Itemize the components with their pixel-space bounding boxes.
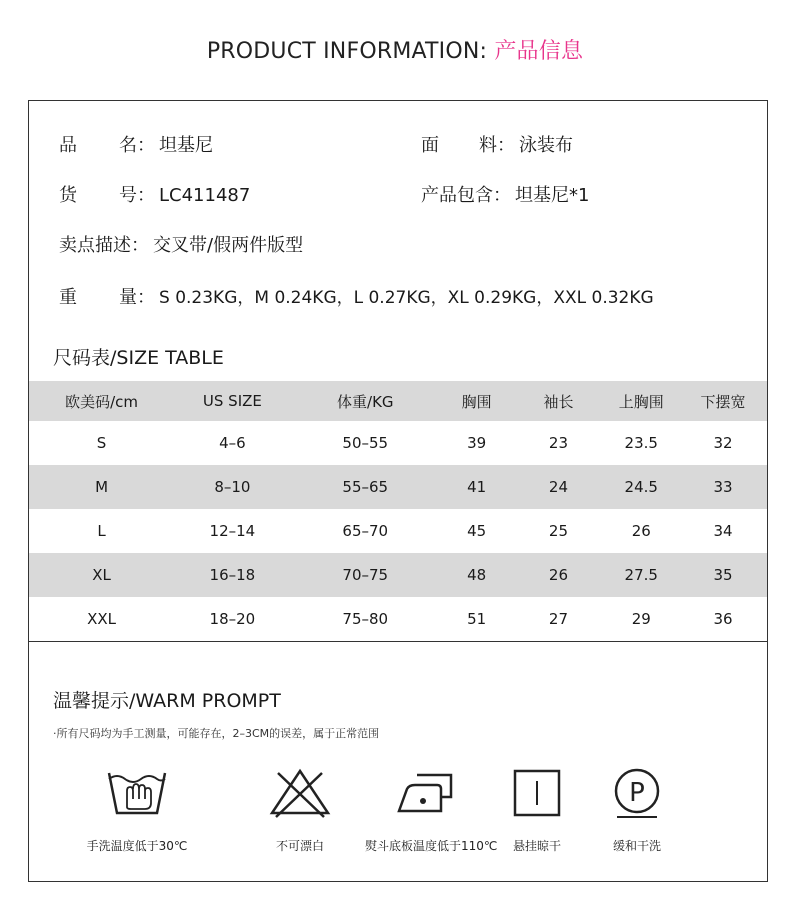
feature-value: 交叉带/假两件版型 [153,235,304,256]
table-cell: 34 [713,522,733,540]
page-title [0,34,790,65]
dry-clean-p-icon [605,767,669,819]
fabric-row [421,131,573,157]
colon: ： [137,135,155,156]
col-bust: 胸围 [461,392,492,411]
col-eu-size: 欧美码/cm [65,392,139,411]
fabric-value: 泳装布 [519,135,573,156]
table-cell: 23 [548,434,568,452]
iron-low-icon [393,767,457,819]
care-label: 熨斗底板温度低于110℃ [365,839,498,853]
hand-wash-icon [105,767,169,819]
table-cell: 75–80 [342,610,389,628]
warm-prompt-heading: 温馨提示/WARM PROMPT [53,690,281,712]
table-cell: 26 [631,522,651,540]
no-bleach-icon [268,767,332,819]
table-row [29,597,767,641]
table-cell: 29 [631,610,651,628]
label-char: 重 [59,287,77,308]
label-char: 货 [59,185,77,206]
table-cell: XL [92,566,111,584]
table-row [29,421,767,465]
table-cell: 35 [713,566,733,584]
table-cell: 18–20 [209,610,256,628]
table-cell: 24 [548,478,568,496]
table-cell: 4–6 [219,434,246,452]
care-iron-low [365,767,498,854]
colon: ： [131,235,149,256]
table-cell: 55–65 [342,478,389,496]
table-cell: 70–75 [342,566,389,584]
table-row [29,465,767,509]
label-char: 号 [119,185,137,206]
page-title-cn: 产品信息 [494,39,584,64]
size-table-heading: 尺码表/SIZE TABLE [53,347,224,369]
table-cell: 48 [467,566,487,584]
colon: ： [137,287,155,308]
feature-label: 卖点描述 [59,235,131,256]
table-cell: 50–55 [342,434,389,452]
table-cell: 51 [467,610,487,628]
weight-row [59,283,654,309]
care-label: 手洗温度低于30℃ [86,839,188,853]
table-cell: M [95,478,109,496]
product-info-frame [28,100,768,882]
col-upper-bust: 上胸围 [618,392,664,411]
sku-row [59,181,250,207]
table-cell: 26 [548,566,568,584]
colon: ： [493,185,511,206]
table-cell: 27.5 [624,566,658,584]
table-cell: 23.5 [624,434,658,452]
label-char: 料 [479,135,497,156]
col-weight: 体重/KG [337,392,394,411]
svg-text:P: P [629,778,645,808]
care-dry-clean [577,767,697,854]
hang-dry-icon [505,767,569,819]
colon: ： [137,185,155,206]
care-hand-wash [77,767,197,854]
care-label: 悬挂晾干 [512,839,561,853]
size-table [29,381,767,641]
label-char: 面 [421,135,439,156]
care-no-bleach [240,767,360,854]
colon: ： [497,135,515,156]
table-cell: 33 [713,478,733,496]
col-sleeve: 袖长 [543,392,574,411]
col-us-size: US SIZE [202,392,262,410]
table-cell: 65–70 [342,522,389,540]
table-cell: L [97,522,106,540]
package-row [421,181,589,207]
table-row [29,509,767,553]
fabric-label [421,131,497,157]
size-table-header-row [29,381,767,421]
sku-value: LC411487 [159,185,251,206]
table-cell: 39 [467,434,487,452]
table-cell: 25 [548,522,568,540]
package-label: 产品包含 [421,185,493,206]
table-cell: 12–14 [209,522,256,540]
table-cell: 36 [713,610,733,628]
care-label: 不可漂白 [275,839,324,853]
label-char: 量 [119,287,137,308]
table-cell: 16–18 [209,566,256,584]
table-cell: 45 [467,522,487,540]
section-divider [29,641,767,642]
table-cell: 27 [548,610,568,628]
weight-value: S 0.23KG，M 0.24KG，L 0.27KG，XL 0.29KG，XXL 0.32KG [159,288,654,308]
table-row [29,553,767,597]
col-hem-width: 下摆宽 [700,392,746,411]
package-value: 坦基尼*1 [515,185,590,206]
table-cell: 24.5 [624,478,658,496]
feature-row [59,231,303,257]
page-title-en: PRODUCT INFORMATION: [206,39,495,64]
label-char: 名 [119,135,137,156]
table-cell: 41 [467,478,487,496]
care-label: 缓和干洗 [612,839,661,853]
table-cell: 32 [713,434,733,452]
product-name-value: 坦基尼 [159,135,213,156]
table-cell: XXL [87,610,117,628]
table-cell: 8–10 [214,478,251,496]
warm-prompt-note: ·所有尺码均为手工测量，可能存在，2–3CM的误差，属于正常范围 [53,727,380,740]
table-cell: S [96,434,107,452]
weight-label [59,283,137,309]
label-char: 品 [59,135,77,156]
product-name-label [59,131,137,157]
sku-label [59,181,137,207]
product-name-row [59,131,213,157]
